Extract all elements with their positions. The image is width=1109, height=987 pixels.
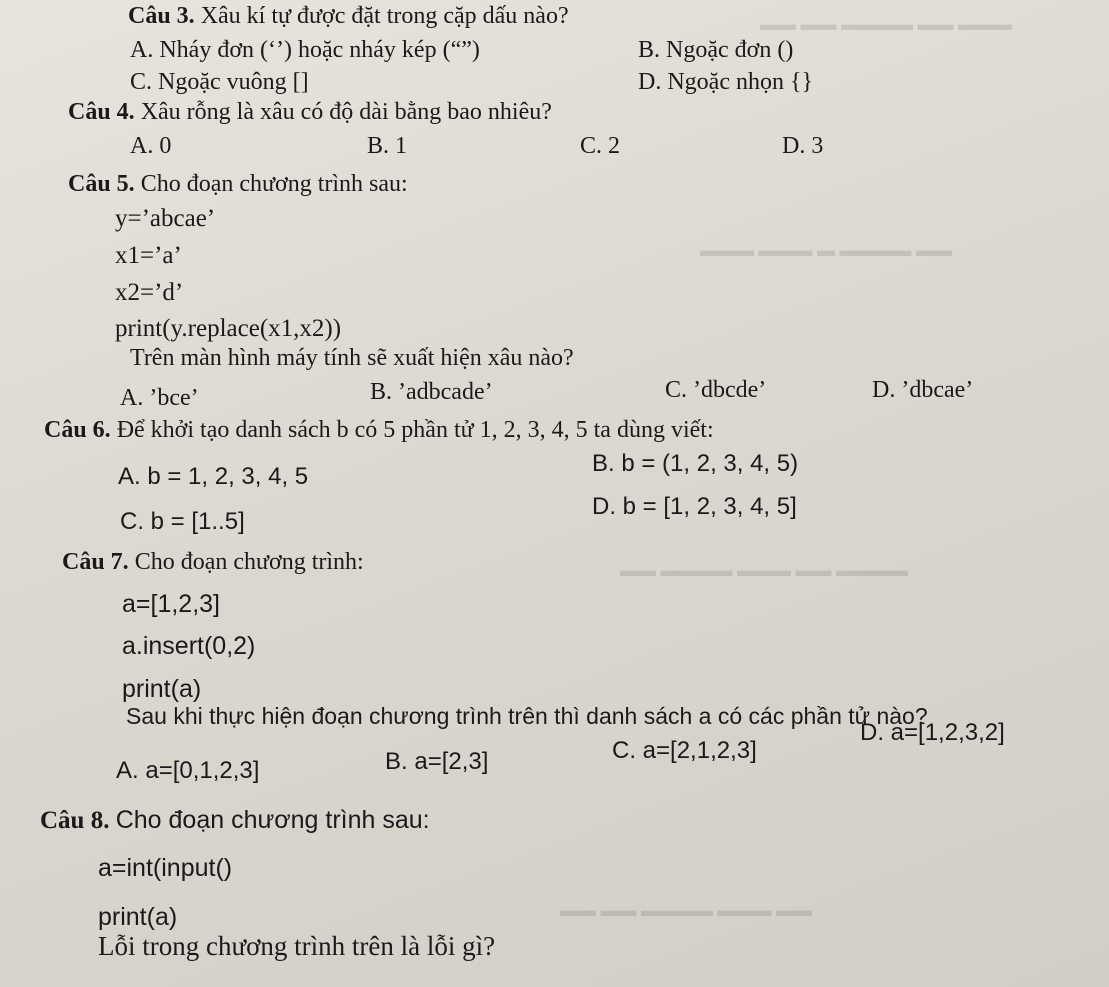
- q7-heading: [62, 548, 364, 576]
- q5-number: Câu 5.: [68, 171, 135, 197]
- q4-heading: [68, 98, 552, 126]
- q6-option-b: B. b = (1, 2, 3, 4, 5): [592, 450, 799, 477]
- q7-option-b: B. a=[2,3]: [385, 748, 489, 775]
- q7-option-a: A. a=[0,1,2,3]: [116, 757, 260, 784]
- q5-question: Cho đoạn chương trình sau:: [140, 171, 408, 197]
- q7-prompt: Sau khi thực hiện đoạn chương trình trên thì danh sách a có các phần tử nào?: [126, 703, 928, 729]
- q3-option-c: C. Ngoặc vuông []: [130, 69, 309, 95]
- q5-heading: [68, 170, 408, 198]
- q8-question: Cho đoạn chương trình sau:: [115, 806, 430, 834]
- q6-number: Câu 6.: [44, 417, 111, 443]
- q7-code-line: a.insert(0,2): [122, 632, 256, 660]
- q5-prompt: Trên màn hình máy tính sẽ xuất hiện xâu nào?: [130, 345, 574, 371]
- q3-option-a: A. Nháy đơn (‘’) hoặc nháy kép (“”): [130, 37, 480, 63]
- q4-option-c: C. 2: [580, 133, 621, 159]
- q4-option-b: B. 1: [367, 133, 408, 159]
- q4-option-d: D. 3: [782, 133, 824, 159]
- q5-code-line: print(y.replace(x1,x2)): [115, 315, 342, 342]
- q4-question: Xâu rỗng là xâu có độ dài bằng bao nhiêu?: [140, 99, 552, 125]
- q3-number: Câu 3.: [128, 3, 195, 29]
- q7-number: Câu 7.: [62, 549, 129, 575]
- q8-number: Câu 8.: [40, 807, 110, 834]
- q5-code-line: y=’abcae’: [115, 205, 216, 232]
- q7-code-line: a=[1,2,3]: [122, 590, 220, 618]
- exam-page: ▬▬▬ ▬▬ ▬▬▬▬ ▬▬ ▬▬ ▬▬ ▬▬▬▬ ▬ ▬▬▬ ▬▬▬ ▬▬▬▬ ▬▬ ▬▬▬ ▬▬▬▬ ▬▬ ▬▬ ▬▬▬ ▬▬▬▬ ▬▬ ▬▬ Câu 3. Xâu kí tự được đặt trong cặp dấu nào? A. Nháy đơn (‘’) hoặc nháy kép (“”) B. Ngoặc đơn () C. Ngoặc vuông [] D. Ngoặc nhọn {} Câu 4. Xâu rỗng là xâu có độ dài bằng bao nhiêu? A. 0 B. 1 C. 2 D. 3 Câu 5. Cho đoạn chương trình sau: y=’abcae’ x1=’a’ x2=’d’ print(y.replace(x1,x2)) Trên màn hình máy tính sẽ xuất hiện xâu nào? A. ’bce’ B. ’adbcade’ C. ’dbcde’ D. ’dbcae’ Câu 6. Để khởi tạo danh sách b có 5 phần tử 1, 2, 3, 4, 5 ta dùng viết: A. b = 1, 2, 3, 4, 5 B. b = (1, 2, 3, 4, 5) C. b = [1..5] D. b = [1, 2, 3, 4, 5] Câu 7. Cho đoạn chương trình: a=[1,2,3] a.insert(0,2) print(a) Sau khi thực hiện đoạn chương trình trên thì danh sách a có các phần tử nào? A. a=[0,1,2,3] B. a=[2,3] C. a=[2,1,2,3] D. a=[1,2,3,2] Câu 8. Cho đoạn chương trình sau: a=int(input() print(a) Lỗi trong chương trình trên là lỗi gì?: [40, 3, 1012, 961]
- q5-option-c: C. ’dbcde’: [665, 377, 767, 403]
- q6-option-c: C. b = [1..5]: [120, 508, 245, 535]
- q6-option-a: A. b = 1, 2, 3, 4, 5: [118, 463, 309, 490]
- q5-option-b: B. ’adbcade’: [370, 379, 493, 405]
- q4-option-a: A. 0: [130, 133, 172, 159]
- q8-heading: [40, 806, 430, 835]
- q5-code-line: x2=’d’: [115, 279, 184, 306]
- q5-option-d: D. ’dbcae’: [872, 377, 974, 403]
- q7-code-line: print(a): [122, 675, 202, 703]
- q7-option-d: D. a=[1,2,3,2]: [860, 719, 1005, 746]
- q4-number: Câu 4.: [68, 99, 135, 125]
- q8-code-line: a=int(input(): [98, 854, 233, 882]
- q7-option-c: C. a=[2,1,2,3]: [612, 737, 757, 764]
- q8-prompt: Lỗi trong chương trình trên là lỗi gì?: [98, 931, 496, 961]
- q8-code-line: print(a): [98, 903, 178, 931]
- q6-heading: [44, 416, 714, 444]
- q5-option-a: A. ’bce’: [120, 385, 199, 411]
- q6-option-d: D. b = [1, 2, 3, 4, 5]: [592, 493, 797, 520]
- q3-option-d: D. Ngoặc nhọn {}: [638, 69, 814, 95]
- q3-question: Xâu kí tự được đặt trong cặp dấu nào?: [200, 3, 569, 29]
- q5-code-line: x1=’a’: [115, 242, 182, 269]
- q3-option-b: B. Ngoặc đơn (): [638, 37, 794, 63]
- q6-question: Để khởi tạo danh sách b có 5 phần tử 1, 2, 3, 4, 5 ta dùng viết:: [116, 417, 714, 443]
- q3-heading: [128, 2, 569, 30]
- q7-question: Cho đoạn chương trình:: [134, 549, 364, 575]
